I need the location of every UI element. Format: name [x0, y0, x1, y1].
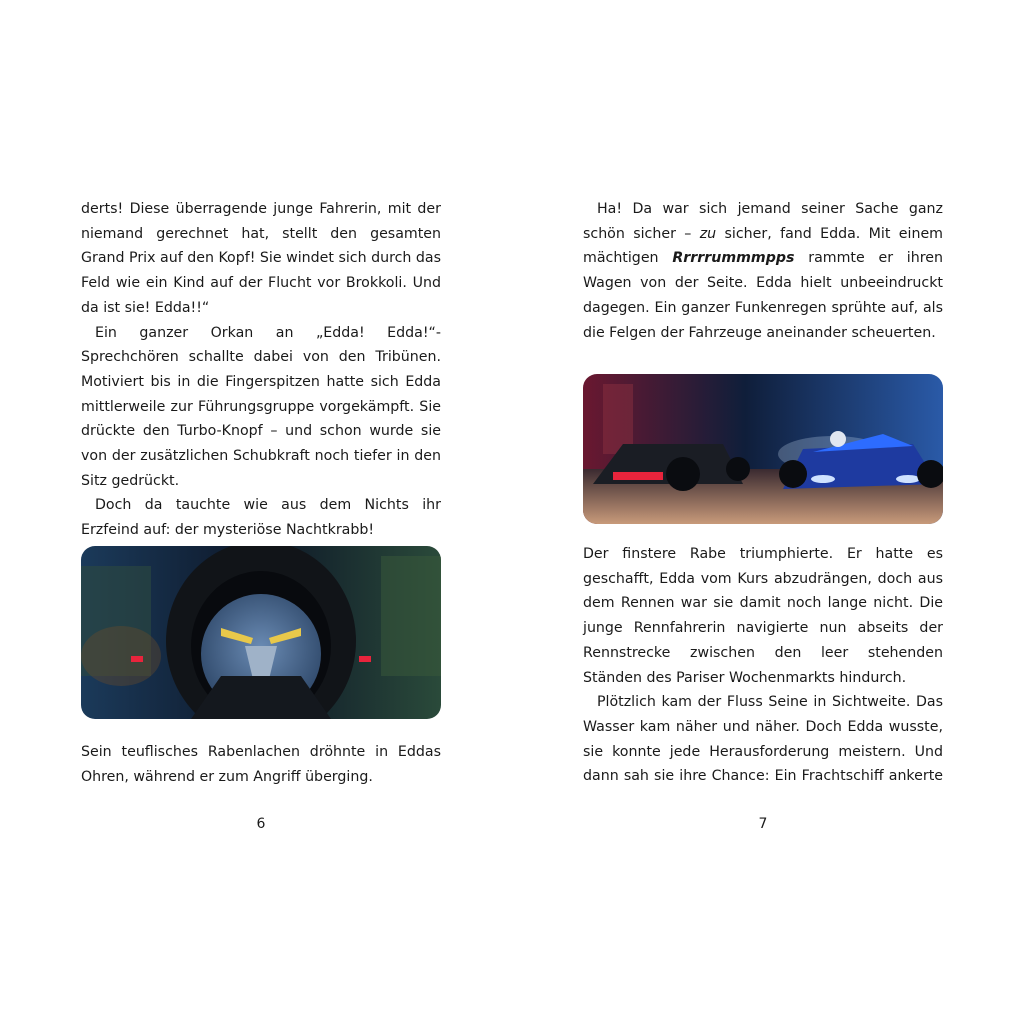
paragraph	[583, 197, 943, 345]
left-page-text-bottom	[81, 740, 441, 789]
paragraph: Doch da tauchte wie aus dem Nichts ihr Erzfeind auf: der mysteriöse Nachtkrabb!	[81, 497, 441, 539]
raven-image	[81, 546, 441, 719]
onomatopoeia: Rrrrrummmpps	[672, 250, 795, 267]
paragraph: Ein ganzer Orkan an „Edda! Edda!“-Sprechchören schallte dabei von den Tribünen. Motiviert bis in die Fingerspitzen hatte sich Edda mittlerweile zur Führungsgruppe vorgekämpft. Sie drückte den Turbo-Knopf – und schon wurde sie von der zusätzlichen Schubkraft noch tiefer in den Sitz gedrückt.	[81, 324, 441, 489]
right-page-text-bottom	[583, 542, 943, 789]
text-span: Ha! Da war sich jemand seiner Sache ganz schön sicher –	[583, 201, 943, 242]
paragraph: Plötzlich kam der Fluss Seine in Sichtweite. Das Wasser kam näher und näher. Doch Edda wusste, sie konnte jede Herausforderung meistern. Und dann sah sie ihre Chance: Ein Frachtschiff ankerte	[583, 694, 943, 785]
left-page-text-top	[81, 197, 441, 543]
illustration-race-cars	[583, 374, 943, 524]
paragraph: derts! Diese überragende junge Fahrerin, mit der niemand gerechnet hat, stellt den gesamten Grand Prix auf den Kopf! Sie windet sich durch das Feld wie ein Kind auf der Flucht vor Brokkoli. Und da ist sie! Edda!!“	[81, 201, 441, 316]
page-number: 7	[758, 816, 768, 832]
right-page-text-top	[583, 197, 943, 345]
text-span: rammte er ihren Wagen von der Seite. Edda hielt unbeeindruckt dagegen. Ein ganzer Funkenregen sprühte auf, als die Felgen der Fahrzeuge aneinander scheuerten.	[583, 250, 943, 341]
page-number: 6	[256, 816, 266, 832]
text-span: sicher, fand Edda. Mit einem mächtigen	[583, 225, 943, 267]
race-image	[583, 374, 943, 524]
illustration-raven-driver	[81, 546, 441, 719]
paragraph: Der finstere Rabe triumphierte. Er hatte es geschafft, Edda vom Kurs abzudrängen, doch aus dem Rennen war sie damit noch lange nicht. Die junge Rennfahrerin navigierte nun abseits der Rennstrecke zwischen den leer stehenden Ständen des Pariser Wochenmarkts hindurch.	[583, 546, 943, 686]
emphasis: zu	[699, 225, 717, 242]
paragraph: Sein teuflisches Rabenlachen dröhnte in Eddas Ohren, während er zum Angriff überging.	[81, 744, 441, 785]
